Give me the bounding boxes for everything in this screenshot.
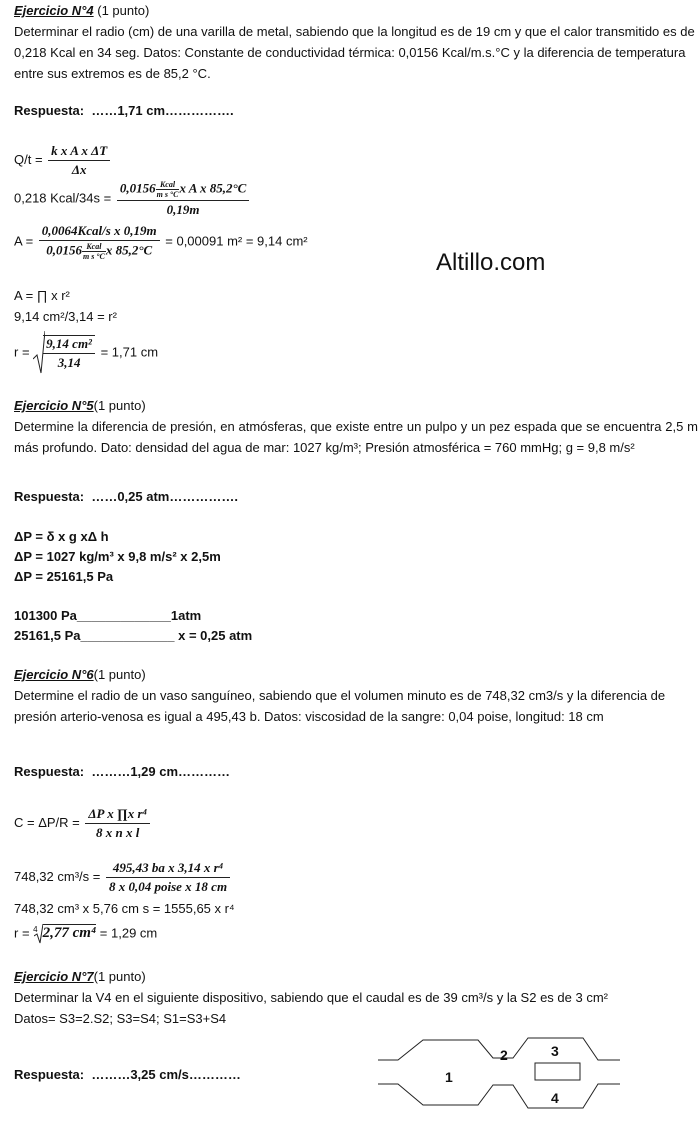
- formula-denominator-b: x 85,2°C: [105, 242, 153, 258]
- formula-fourth-root: [14, 924, 157, 944]
- exercise-5-answer: [14, 489, 238, 504]
- pressure-substitution: ΔP = 1027 kg/m³ x 9,8 m/s² x 2,5m: [14, 549, 221, 564]
- formula-denominator: 8 x n x l: [96, 825, 140, 840]
- exercise-4-title: Ejercicio N°4: [14, 3, 94, 18]
- unit-denominator: m s °C: [156, 190, 179, 199]
- formula-radius: [14, 331, 158, 375]
- formula-denominator: 8 x 0,04 poise x 18 cm: [108, 879, 228, 894]
- answer-value: ……1,71 cm…………….: [91, 103, 234, 118]
- exercise-5-statement: Determine la diferencia de presión, en atmósferas, que existe entre un pulpo y un pez espada que se encuentra 2,5 m más profundo. Dato: densidad del agua de mar: 1027 kg/m³; Presión atmosférica = 760 mmHg; g = 9,8 m/s²: [14, 419, 698, 455]
- pipe-diagram: [378, 1030, 623, 1115]
- exercise-4-header: [14, 0, 698, 84]
- formula-denominator: 3,14: [57, 355, 81, 370]
- root-index: 4: [33, 925, 38, 935]
- exercise-6-header: [14, 664, 698, 727]
- exercise-4-statement: Determinar el radio (cm) de una varilla de metal, sabiendo que la longitud es de 19 cm y que el calor transmitido es de 0,218 Kcal en 34 seg. Datos: Constante de conductividad térmica: 0,0156 Kcal/m.s.°C y la diferencia de temperatura entre sus extremos es de 85,2 °C.: [14, 24, 695, 81]
- root-symbol: [34, 924, 43, 944]
- exercise-4-answer: [14, 103, 234, 118]
- exercise-7-title: Ejercicio N°7: [14, 969, 94, 984]
- formula-lhs: Q/t =: [14, 151, 43, 167]
- answer-label: Respuesta:: [14, 764, 85, 779]
- formula-denominator-a: 0,0156: [46, 242, 82, 258]
- formula-substitution: [14, 180, 251, 218]
- answer-label: Respuesta:: [14, 489, 85, 504]
- exercise-6-title: Ejercicio N°6: [14, 667, 94, 682]
- pressure-formula: ΔP = δ x g xΔ h: [14, 529, 109, 544]
- answer-label: Respuesta:: [14, 103, 85, 118]
- unit-numerator: Kcal: [156, 180, 180, 190]
- formula-circle-area: A = ∏ x r²: [14, 288, 70, 303]
- exercise-6-answer: [14, 764, 230, 779]
- section-1-label: 1: [445, 1069, 453, 1085]
- section-4-label: 4: [551, 1090, 559, 1106]
- exercise-4-points: (1 punto): [93, 3, 150, 18]
- answer-value: ………3,25 cm/s…………: [91, 1067, 241, 1082]
- exercise-7-data: Datos= S3=2.S2; S3=S4; S1=S3+S4: [14, 1011, 227, 1026]
- formula-rhs: = 1,29 cm: [99, 925, 158, 941]
- formula-lhs: 0,218 Kcal/34s =: [14, 190, 112, 206]
- formula-area: [14, 223, 308, 261]
- formula-numerator: 9,14 cm²: [43, 336, 95, 354]
- radicand: 2,77 cm⁴: [42, 925, 97, 942]
- pressure-result: ΔP = 25161,5 Pa: [14, 569, 114, 584]
- formula-denominator: 0,19m: [166, 202, 200, 217]
- formula-numerator-b: x A x 85,2°C: [179, 180, 247, 196]
- exercise-5-header: [14, 395, 698, 458]
- formula-r-squared: 9,14 cm²/3,14 = r²: [14, 309, 117, 324]
- conversion-line-1: 101300 Pa_____________1atm: [14, 608, 202, 623]
- exercise-6-statement: Determine el radio de un vaso sanguíneo, sabiendo que el volumen minuto es de 748,32 cm3/s y la diferencia de presión arterio-venosa es igual a 495,43 b. Datos: viscosidad de la sangre: 0,04 poise, longitud: 18 cm: [14, 688, 666, 724]
- exercise-5-points: (1 punto): [93, 398, 146, 413]
- formula-heat-flow: [14, 143, 112, 178]
- formula-numerator: k x A x ΔT: [48, 143, 110, 161]
- conversion-line-2: 25161,5 Pa_____________ x = 0,25 atm: [14, 628, 253, 643]
- formula-numerator: 495,43 ba x 3,14 x r⁴: [106, 860, 230, 878]
- section-2-label: 2: [500, 1047, 508, 1063]
- exercise-6-points: (1 punto): [93, 667, 146, 682]
- answer-label: Respuesta:: [14, 1067, 85, 1082]
- exercise-5-title: Ejercicio N°5: [14, 398, 94, 413]
- formula-flow: [14, 806, 152, 841]
- formula-numerator-a: 0,0156: [119, 180, 156, 196]
- formula-lhs: r =: [14, 344, 30, 360]
- watermark: Altillo.com: [436, 249, 546, 276]
- formula-numerator: 0,0064Kcal/s x 0,19m: [39, 223, 160, 241]
- formula-flow-substitution: [14, 860, 232, 895]
- exercise-7-points: (1 punto): [93, 969, 146, 984]
- exercise-7-header: [14, 966, 698, 1029]
- exercise-7-statement: Determinar la V4 en el siguiente dispositivo, sabiendo que el caudal es de 39 cm³/s y la S2 es de 3 cm²: [14, 990, 608, 1005]
- answer-value: ………1,29 cm…………: [91, 764, 231, 779]
- formula-rhs: = 0,00091 m² = 9,14 cm²: [165, 233, 308, 249]
- formula-lhs: r =: [14, 925, 30, 941]
- exercise-7-answer: [14, 1067, 241, 1082]
- unit-denominator: m s °C: [82, 252, 105, 261]
- formula-lhs: 748,32 cm³/s =: [14, 868, 101, 884]
- answer-value: ……0,25 atm…………….: [91, 489, 238, 504]
- unit-numerator: Kcal: [82, 242, 106, 252]
- formula-rhs: = 1,71 cm: [100, 344, 159, 360]
- formula-r4: 748,32 cm³ x 5,76 cm s = 1555,65 x r⁴: [14, 901, 235, 916]
- formula-lhs: C = ΔP/R =: [14, 814, 80, 830]
- formula-denominator: Δx: [71, 162, 87, 177]
- formula-numerator: ΔP x ∏x r⁴: [85, 806, 150, 824]
- section-3-label: 3: [551, 1043, 559, 1059]
- formula-lhs: A =: [14, 233, 34, 249]
